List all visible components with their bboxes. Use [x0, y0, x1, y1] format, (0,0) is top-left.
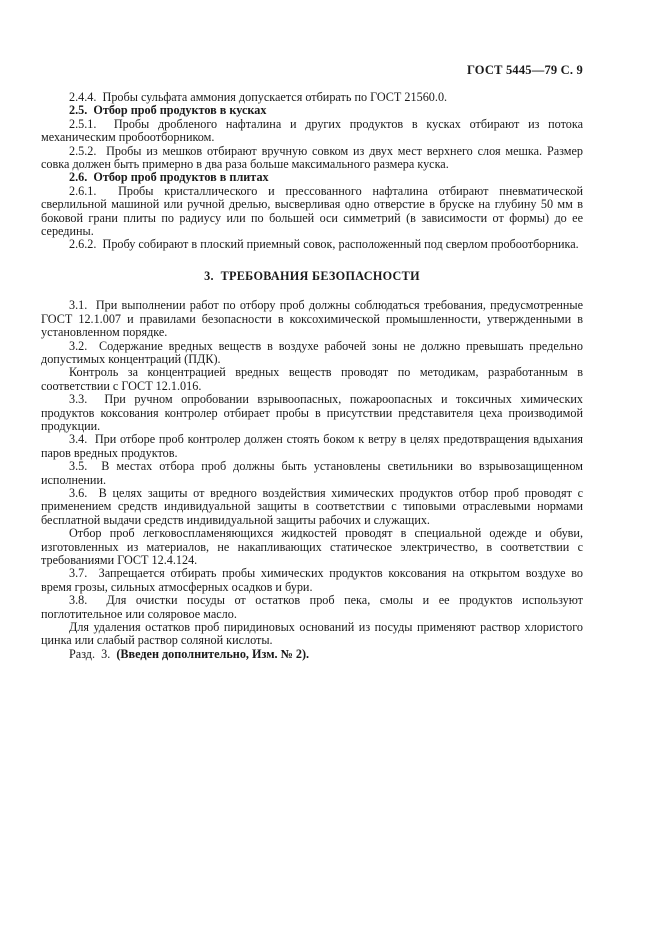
final-note	[41, 648, 583, 661]
document-content	[41, 91, 583, 661]
paragraph-3-3: 3.3. При ручном опробовании взрывоопасных, пожароопасных и токсичных химических продуктов коксования контролер отбирает пробы в присутствии представителя цеха производимой продукции.	[41, 392, 583, 433]
paragraph-3-6: 3.6. В целях защиты от вредного воздействия химических продуктов отбор проб проводят с применением средств индивидуальной защиты в соответствии с типовыми отраслевыми нормами бесплатной выдачи средств индивидуальной защиты рабочих и служащих.	[41, 485, 583, 527]
page-header: ГОСТ 5445—79 С. 9	[466, 63, 583, 77]
paragraph-3-8-note: Для удаления остатков проб пиридиновых оснований из посуды применяют раствор хлористого цинка или слабый раствор соляной кислоты.	[41, 620, 583, 648]
final-note-amendment: (Введен дополнительно, Изм. № 2).	[116, 646, 310, 661]
final-note-prefix: Разд. 3.	[69, 646, 117, 661]
paragraph-2-6-2: 2.6.2. Пробу собирают в плоский приемный совок, расположенный под сверлом пробоотборника.	[69, 237, 579, 252]
paragraph-3-7: 3.7. Запрещается отбирать пробы химических продуктов коксования на открытом воздухе во время грозы, сильных атмосферных осадков и бури.	[41, 566, 583, 594]
paragraph-3-2-note: Контроль за концентрацией вредных веществ проводят по методикам, разработанным в соответствии с ГОСТ 12.1.016.	[41, 365, 583, 393]
subheading-2-5: 2.5. Отбор проб продуктов в кусках	[69, 103, 267, 118]
section-3-heading: 3. ТРЕБОВАНИЯ БЕЗОПАСНОСТИ	[204, 268, 420, 283]
paragraph-2-5-1: 2.5.1. Пробы дробленого нафталина и других продуктов в кусках отбирают из потока механическим пробоотборником.	[41, 116, 583, 145]
paragraph-3-4: 3.4. При отборе проб контролер должен стоять боком к ветру в целях предотвращения вдыхания паров вредных продуктов.	[41, 432, 583, 460]
paragraph-2-6-1: 2.6.1. Пробы кристаллического и прессованного нафталина отбирают пневматической сверлильной машиной или ручной дрелью, высверливая одно отверстие в бруске на глубину 50 мм в боковой грани плиты по радиусу или по большей оси симметрий (в зависимости от формы) до ее середины.	[41, 183, 583, 239]
paragraph-3-1: 3.1. При выполнении работ по отбору проб должны соблюдаться требования, предусмотренные ГОСТ 12.1.007 и правилами безопасности в коксохимической промышленности, утвержденными в установленном порядке.	[41, 298, 583, 340]
paragraph-3-2: 3.2. Содержание вредных веществ в воздухе рабочей зоны не должно превышать предельно допустимых концентраций (ПДК).	[41, 338, 583, 366]
paragraph-3-8: 3.8. Для очистки посуды от остатков проб пека, смолы и ее продуктов используют поглотительное или соляровое масло.	[41, 593, 583, 621]
paragraph-3-6-note: Отбор проб легковоспламеняющихся жидкостей проводят в специальной одежде и обуви, изготовленных из материалов, не накапливающих статическое электричество, в соответствии с требованиями ГОСТ 12.4.124.	[41, 526, 583, 567]
paragraph-3-5: 3.5. В местах отбора проб должны быть установлены светильники во взрывозащищенном исполнении.	[41, 459, 583, 487]
paragraph-2-5-2: 2.5.2. Пробы из мешков отбирают вручную совком из двух мест верхнего слоя мешка. Размер совка должен быть примерно в два раза больше максимального размера куска.	[41, 143, 583, 172]
paragraph-2-4-4: 2.4.4. Пробы сульфата аммония допускается отбирать по ГОСТ 21560.0.	[69, 90, 448, 104]
subheading-2-6: 2.6. Отбор проб продуктов в плитах	[69, 170, 269, 185]
